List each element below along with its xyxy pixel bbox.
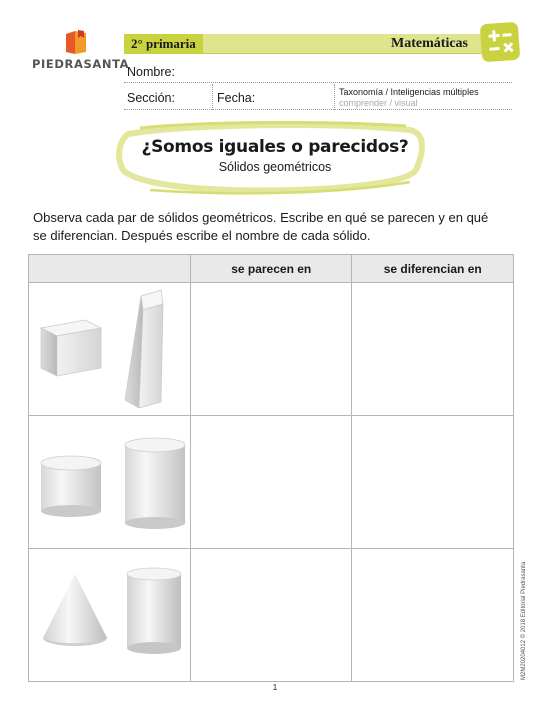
- page-subtitle: Sólidos geométricos: [218, 160, 332, 174]
- publisher-logo: [32, 30, 130, 80]
- tall-cylinder-icon: [125, 438, 185, 529]
- taxonomy-label: Taxonomía / Inteligencias múltiples: [339, 87, 479, 97]
- cube-icon: [41, 320, 101, 376]
- divider: [334, 84, 335, 110]
- table-row: [29, 283, 514, 416]
- title-brush-frame: [110, 120, 430, 196]
- similarities-answer-cell[interactable]: [190, 283, 351, 416]
- name-label: Nombre:: [127, 65, 175, 79]
- section-line: [124, 109, 512, 110]
- short-cylinder-icon: [41, 456, 101, 517]
- book-logo-icon: [64, 30, 88, 56]
- page-title: ¿Somos iguales o parecidos?: [141, 137, 409, 157]
- instructions-text: Observa cada par de sólidos geométricos. Escribe en qué se parecen y en qué se diferencian. Después escribe el nombre de cada sólido.: [33, 210, 489, 243]
- date-label: Fecha:: [217, 91, 256, 105]
- grade-badge: 2° primaria: [124, 34, 203, 54]
- header-differences: se diferencian en: [352, 255, 514, 283]
- shapes-cell: [29, 416, 191, 549]
- name-line: [124, 82, 512, 83]
- table-header-row: [29, 255, 514, 283]
- table-row: [29, 549, 514, 682]
- worksheet-table: [28, 254, 514, 682]
- divider: [212, 84, 213, 110]
- logo-text: PIEDRASANTA: [32, 57, 130, 71]
- subject-title: Matemáticas: [391, 36, 468, 51]
- table-row: [29, 416, 514, 549]
- differences-answer-cell[interactable]: [352, 416, 514, 549]
- math-operations-icon: [480, 22, 521, 63]
- similarities-answer-cell[interactable]: [190, 549, 351, 682]
- cylinders-illustration: [29, 417, 189, 548]
- cone-and-cylinder-illustration: [29, 550, 189, 681]
- differences-answer-cell[interactable]: [352, 283, 514, 416]
- shapes-cell: [29, 283, 191, 416]
- copyright-text: M2M20204012 © 2018 Editorial Piedrasanta: [521, 561, 527, 680]
- section-label: Sección:: [127, 91, 175, 105]
- shapes-cell: [29, 549, 191, 682]
- similarities-answer-cell[interactable]: [190, 416, 351, 549]
- differences-answer-cell[interactable]: [352, 549, 514, 682]
- page-number: 1: [272, 683, 278, 692]
- rectangular-prism-icon: [125, 290, 163, 408]
- header-shapes: [29, 255, 191, 283]
- header-bar: [124, 34, 484, 54]
- cone-icon: [43, 574, 107, 646]
- cube-and-prism-illustration: [29, 284, 189, 415]
- taxonomy-value: comprender / visual: [339, 98, 418, 108]
- cylinder-icon: [127, 568, 181, 654]
- header-similarities: se parecen en: [190, 255, 351, 283]
